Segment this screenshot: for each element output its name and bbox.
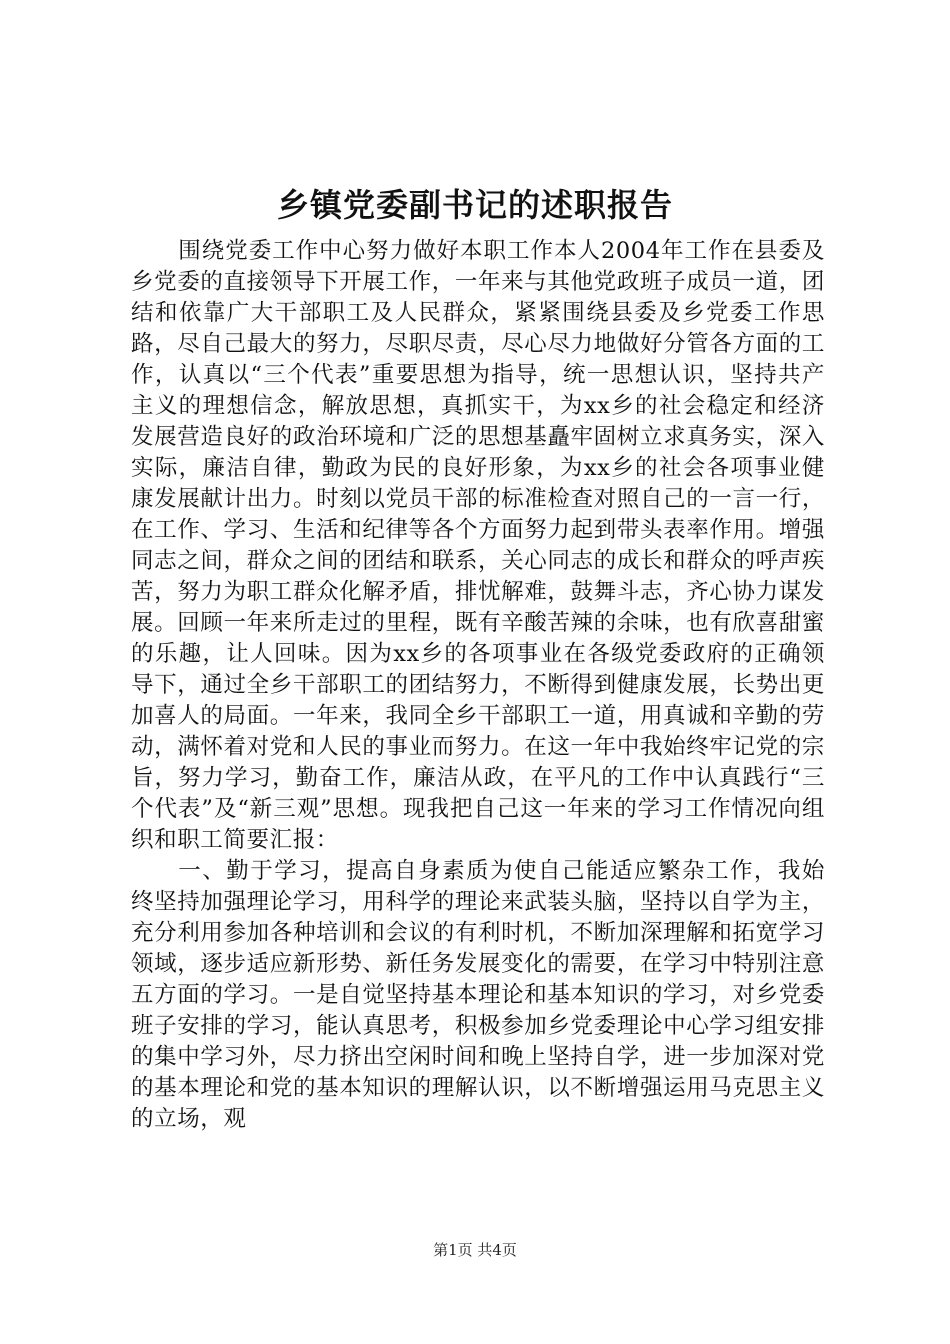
body-paragraph-intro: 围绕党委工作中心努力做好本职工作本人2004年工作在县委及乡党委的直接领导下开展工作，一年来与其他党政班子成员一道，团结和依靠广大干部职工及人民群众，紧紧围绕县委及乡党委工作思路，尽自己最大的努力，尽职尽责，尽心尽力地做好分管各方面的工作，认真以“三个代表”重要思想为指导，统一思想认识，坚持共产主义的理想信念，解放思想，真抓实干，为xx乡的社会稳定和经济发展营造良好的政治环境和广泛的思想基矗牢固树立求真务实，深入实际，廉洁自律，勤政为民的良好形象，为xx乡的社会各项事业健康发展献计出力。时刻以党员干部的标准检查对照自己的一言一行，在工作、学习、生活和纪律等各个方面努力起到带头表率作用。增强同志之间，群众之间的团结和联系，关心同志的成长和群众的呼声疾苦，努力为职工群众化解矛盾，排忧解难，鼓舞斗志，齐心协力谋发展。回顾一年来所走过的里程，既有辛酸苦辣的余味，也有欣喜甜蜜的乐趣，让人回味。因为xx乡的各项事业在各级党委政府的正确领导下，通过全乡干部职工的团结努力，不断得到健康发展，长势出更加喜人的局面。一年来，我同全乡干部职工一道，用真诚和辛勤的劳动，满怀着对党和人民的事业而努力。在这一年中我始终牢记党的宗旨，努力学习，勤奋工作，廉洁从政，在平凡的工作中认真践行“三个代表”及“新三观”思想。现我把自己这一年来的学习工作情况向组织和职工简要汇报： (131, 238, 825, 853)
document-body (131, 236, 825, 1135)
document-title: 乡镇党委副书记的述职报告 (276, 186, 673, 224)
body-paragraph-section-one: 一、勤于学习，提高自身素质为使自己能适应繁杂工作，我始终坚持加强理论学习，用科学的理论来武装头脑，坚持以自学为主，充分利用参加各种培训和会议的有利时机，不断加深理解和拓宽学习领域，逐步适应新形势、新任务发展变化的需要，在学习中特别注意五方面的学习。一是自觉坚持基本理论和基本知识的学习，对乡党委班子安排的学习，能认真思考，积极参加乡党委理论中心学习组安排的集中学习外，尽力挤出空闲时间和晚上坚持自学，进一步加深对党的基本理论和党的基本知识的理解认识，以不断增强运用马克思主义的立场，观 (131, 858, 825, 1132)
page-number-footer: 第1页 共4页 (433, 1241, 517, 1259)
